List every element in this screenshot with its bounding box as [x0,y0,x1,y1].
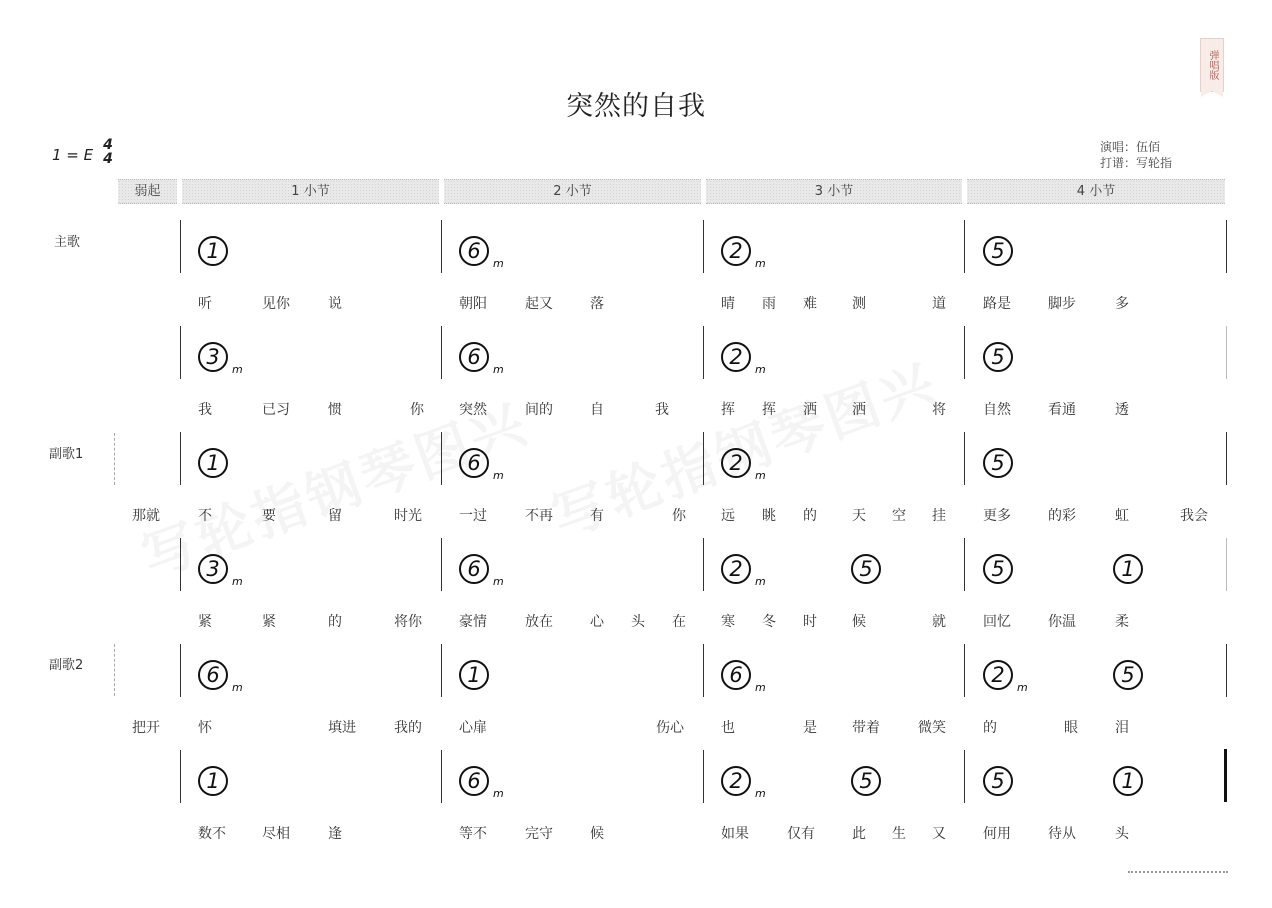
barline [703,326,704,379]
lyric-syllable: 我 [198,402,212,418]
chord-degree: 2 [721,554,751,584]
lyric-syllable: 带着 [852,720,880,736]
lyric-syllable: 将 [932,402,946,418]
lyric-syllable: 洒 [852,402,866,418]
lyric-syllable: 我的 [394,720,422,736]
barline [441,644,442,697]
lyric-syllable: 眺 [762,508,776,524]
barline [441,326,442,379]
section-chorus-1: 副歌1 [49,447,84,462]
lyric-syllable: 更多 [983,508,1011,524]
lyric-syllable: 空 [892,508,906,524]
lyric-syllable: 路是 [983,296,1011,312]
lyric-syllable: 在 [672,614,686,630]
lyric-syllable: 就 [932,614,946,630]
chord-minor-mark: m [755,363,766,376]
credit-singer: 演唱：伍佰 [1100,140,1161,154]
lyric-syllable: 难 [803,296,817,312]
lyric-syllable: 间的 [525,402,553,418]
chord-minor-mark: m [493,363,504,376]
lyric-syllable: 的 [983,720,997,736]
barline [703,750,704,803]
credit-arranger: 打谱：写轮指 [1100,156,1173,170]
lyric-syllable: 雨 [762,296,776,312]
lyric-syllable: 的 [328,614,342,630]
lyric-syllable: 朝阳 [459,296,487,312]
barline [703,220,704,273]
chord-degree: 2 [983,660,1013,690]
chord-minor-mark: m [232,681,243,694]
chord-degree: 5 [1113,660,1143,690]
chord-minor-mark: m [493,575,504,588]
lyric-syllable: 不再 [525,508,553,524]
barline [1226,326,1227,379]
chord-minor-mark: m [493,469,504,482]
chord-minor-mark: m [755,575,766,588]
barline [1226,644,1227,697]
lyric-syllable: 的彩 [1048,508,1076,524]
lyric-syllable: 何用 [983,826,1011,842]
chord-minor-mark: m [755,469,766,482]
barline [1226,538,1227,591]
lyric-syllable: 听 [198,296,212,312]
lyric-syllable: 我 [655,402,669,418]
lyric-syllable: 那就 [132,508,160,524]
header-pickup: 弱起 [118,179,177,204]
lyric-syllable: 天 [852,508,866,524]
chord-minor-mark: m [755,787,766,800]
lyric-syllable: 透 [1115,402,1129,418]
chord-degree: 1 [1113,766,1143,796]
chord-degree: 1 [198,236,228,266]
lyric-syllable: 又 [932,826,946,842]
meter-top: 4 [103,137,113,153]
barline [964,538,965,591]
chord-degree: 6 [459,342,489,372]
lyric-syllable: 把开 [132,720,160,736]
chord-minor-mark: m [493,257,504,270]
lyric-syllable: 有 [590,508,604,524]
chord-degree: 1 [459,660,489,690]
chord-degree: 6 [459,236,489,266]
lyric-syllable: 逢 [328,826,342,842]
chord-minor-mark: m [755,257,766,270]
lyric-syllable: 紧 [262,614,276,630]
chord-degree: 5 [983,554,1013,584]
chord-degree: 6 [459,766,489,796]
barline [180,326,181,379]
lyric-syllable: 时光 [394,508,422,524]
lyric-syllable: 将你 [394,614,422,630]
lyric-syllable: 头 [631,614,645,630]
section-verse: 主歌 [54,235,81,250]
lyric-syllable: 放在 [525,614,553,630]
barline [1226,432,1227,485]
lyric-syllable: 心扉 [459,720,487,736]
lyric-syllable: 待从 [1048,826,1076,842]
lyric-syllable: 泪 [1115,720,1129,736]
lyric-syllable: 的 [803,508,817,524]
lyric-syllable: 晴 [721,296,735,312]
lyric-syllable: 头 [1115,826,1129,842]
barline [964,750,965,803]
lyric-syllable: 等不 [459,826,487,842]
lyric-syllable: 眼 [1064,720,1078,736]
barline [441,432,442,485]
lyric-syllable: 起又 [525,296,553,312]
chord-degree: 1 [198,448,228,478]
lyric-syllable: 突然 [459,402,487,418]
key-signature: 1 = E [52,146,94,164]
lyric-syllable: 如果 [721,826,749,842]
lyric-syllable: 惯 [328,402,342,418]
barline [964,432,965,485]
song-title: 突然的自我 [566,91,706,122]
lyric-syllable: 洒 [803,402,817,418]
barline [964,326,965,379]
lyric-syllable: 候 [590,826,604,842]
chord-degree: 3 [198,554,228,584]
chord-degree: 6 [198,660,228,690]
barline [180,432,181,485]
lyric-syllable: 回忆 [983,614,1011,630]
lyric-syllable: 留 [328,508,342,524]
header-bar-1: 1 小节 [182,179,439,204]
chord-degree: 5 [983,236,1013,266]
lyric-syllable: 也 [721,720,735,736]
lyric-syllable: 完守 [525,826,553,842]
section-chorus-2: 副歌2 [49,658,84,673]
lyric-syllable: 挂 [932,508,946,524]
lyric-syllable: 不 [198,508,212,524]
chord-degree: 3 [198,342,228,372]
chord-degree: 5 [983,342,1013,372]
barline [703,538,704,591]
lyric-syllable: 说 [328,296,342,312]
lyric-syllable: 挥 [721,402,735,418]
lyric-syllable: 我会 [1180,508,1208,524]
chord-degree: 6 [459,448,489,478]
lyric-syllable: 生 [892,826,906,842]
lyric-syllable: 仅有 [787,826,815,842]
lyric-syllable: 虹 [1115,508,1129,524]
header-bar-3: 3 小节 [706,179,962,204]
lyric-syllable: 数不 [198,826,226,842]
lyric-syllable: 冬 [762,614,776,630]
lyric-syllable: 豪情 [459,614,487,630]
barline [964,220,965,273]
lyric-syllable: 一过 [459,508,487,524]
lyric-syllable: 多 [1115,296,1129,312]
chord-degree: 2 [721,766,751,796]
meter-bottom: 4 [103,151,113,167]
section-marker [114,644,115,696]
lyric-syllable: 你温 [1048,614,1076,630]
lyric-syllable: 微笑 [918,720,946,736]
lyric-syllable: 落 [590,296,604,312]
lyric-syllable: 已习 [262,402,290,418]
chord-minor-mark: m [755,681,766,694]
chord-degree: 1 [1113,554,1143,584]
barline [441,538,442,591]
lyric-syllable: 寒 [721,614,735,630]
chord-degree: 5 [851,766,881,796]
lyric-syllable: 要 [262,508,276,524]
chord-minor-mark: m [232,363,243,376]
lyric-syllable: 怀 [198,720,212,736]
lyric-syllable: 柔 [1115,614,1129,630]
header-bar-4: 4 小节 [967,179,1225,204]
lyric-syllable: 你 [672,508,686,524]
version-badge: 弹唱版 [1200,38,1224,92]
chord-degree: 5 [851,554,881,584]
chord-degree: 6 [459,554,489,584]
barline [180,750,181,803]
barline [180,644,181,697]
lyric-syllable: 看通 [1048,402,1076,418]
final-barline [1224,749,1227,802]
lyric-syllable: 自然 [983,402,1011,418]
barline [180,538,181,591]
barline [964,644,965,697]
chord-minor-mark: m [1017,681,1028,694]
footer-mark [1128,866,1228,873]
barline [1226,220,1227,273]
lyric-syllable: 候 [852,614,866,630]
lyric-syllable: 见你 [262,296,290,312]
chord-degree: 5 [983,766,1013,796]
section-marker [114,433,115,485]
lyric-syllable: 时 [803,614,817,630]
chord-degree: 2 [721,236,751,266]
chord-degree: 2 [721,448,751,478]
chord-minor-mark: m [493,787,504,800]
barline [180,220,181,273]
chord-degree: 1 [198,766,228,796]
lyric-syllable: 道 [932,296,946,312]
header-bar-2: 2 小节 [444,179,701,204]
time-signature [101,138,115,166]
chord-minor-mark: m [232,575,243,588]
lyric-syllable: 紧 [198,614,212,630]
lyric-syllable: 测 [852,296,866,312]
chord-degree: 5 [983,448,1013,478]
chord-degree: 6 [721,660,751,690]
lyric-syllable: 远 [721,508,735,524]
lyric-syllable: 你 [410,402,424,418]
lyric-syllable: 挥 [762,402,776,418]
barline [441,750,442,803]
barline [703,644,704,697]
lyric-syllable: 心 [590,614,604,630]
lyric-syllable: 此 [852,826,866,842]
lyric-syllable: 脚步 [1048,296,1076,312]
lyric-syllable: 自 [590,402,604,418]
lyric-syllable: 填进 [328,720,356,736]
lyric-syllable: 是 [803,720,817,736]
barline [441,220,442,273]
barline [703,432,704,485]
lyric-syllable: 伤心 [656,720,684,736]
lyric-syllable: 尽相 [262,826,290,842]
chord-degree: 2 [721,342,751,372]
